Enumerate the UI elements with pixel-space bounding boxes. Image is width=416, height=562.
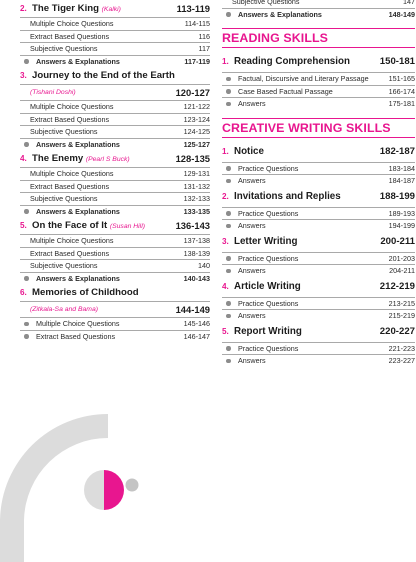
toc-chapter-article-writing[interactable] bbox=[222, 277, 415, 298]
chapter-title bbox=[234, 322, 302, 342]
entry-label: Answers bbox=[238, 356, 266, 365]
chapter-title bbox=[32, 1, 121, 18]
bullet-icon bbox=[226, 269, 231, 274]
entry-label: Multiple Choice Questions bbox=[30, 236, 114, 245]
entry-label: Subjective Questions bbox=[30, 127, 98, 136]
toc-entry-subjective-questions[interactable] bbox=[20, 126, 210, 139]
chapter-author: (Zitkala-Sa and Bama) bbox=[30, 306, 98, 313]
entry-label: Subjective Questions bbox=[232, 0, 300, 6]
entry-label: Answers bbox=[238, 176, 266, 185]
chapter-number: 2. bbox=[222, 191, 229, 201]
chapter-title-text: The Tiger King bbox=[32, 3, 99, 14]
chapter-page-range: 144-149 bbox=[175, 304, 210, 315]
toc-entry-extract-based-questions[interactable] bbox=[20, 114, 210, 127]
chapter-title bbox=[32, 68, 175, 84]
chapter-title-text: Reading Comprehension bbox=[234, 56, 350, 67]
entry-label: Answers bbox=[238, 266, 266, 275]
chapter-page-range: 200-211 bbox=[380, 235, 415, 247]
chapter-title bbox=[234, 232, 298, 252]
entry-label: Multiple Choice Questions bbox=[30, 19, 114, 28]
entry-label: Answers & Explanations bbox=[36, 273, 120, 283]
chapter-title-text: Letter Writing bbox=[234, 235, 298, 247]
chapter-page-range: 113-119 bbox=[176, 3, 210, 14]
chapter-number: 4. bbox=[20, 154, 27, 163]
toc-entry-practice-questions[interactable] bbox=[222, 343, 415, 356]
entry-label: Answers & Explanations bbox=[36, 139, 120, 149]
chapter-page-range: 128-135 bbox=[175, 153, 210, 164]
bullet-icon bbox=[24, 276, 29, 281]
bullet-icon bbox=[226, 346, 231, 351]
toc-entry-extract-based-questions[interactable] bbox=[20, 248, 210, 261]
bullet-icon bbox=[226, 12, 231, 17]
entry-page-number: 147 bbox=[403, 0, 415, 6]
toc-entry-subjective-questions[interactable] bbox=[20, 43, 210, 56]
toc-entry-subjective-questions[interactable] bbox=[222, 0, 415, 9]
chapter-page-range: 182-187 bbox=[379, 145, 415, 157]
entry-label: Subjective Questions bbox=[30, 44, 98, 53]
entry-page-number: 117-119 bbox=[184, 56, 210, 66]
entry-label: Practice Questions bbox=[238, 343, 299, 353]
toc-entry-multiple-choice-questions[interactable] bbox=[20, 168, 210, 181]
toc-entry-multiple-choice-questions[interactable] bbox=[20, 318, 210, 331]
toc-chapter-the-tiger-king[interactable] bbox=[20, 1, 210, 18]
entry-label: Multiple Choice Questions bbox=[36, 319, 120, 328]
bullet-icon bbox=[24, 59, 29, 64]
bullet-icon bbox=[24, 322, 29, 327]
entry-label: Answers bbox=[238, 99, 266, 108]
entry-label: Extract Based Questions bbox=[30, 114, 110, 124]
entry-page-number: 117 bbox=[198, 44, 210, 53]
entry-label: Case Based Factual Passage bbox=[238, 86, 333, 96]
toc-entry-subjective-questions[interactable] bbox=[20, 193, 210, 206]
bullet-icon bbox=[226, 89, 231, 94]
toc-chapter-letter-writing[interactable] bbox=[222, 232, 415, 253]
toc-chapter-the-enemy[interactable] bbox=[20, 151, 210, 168]
chapter-title-text: Memories of Childhood bbox=[32, 287, 139, 298]
toc-chapter-notice[interactable] bbox=[222, 142, 415, 163]
bullet-icon bbox=[24, 209, 29, 214]
entry-label: Extract Based Questions bbox=[30, 31, 110, 41]
entry-page-number: 189-193 bbox=[388, 208, 415, 218]
bullet-icon bbox=[226, 314, 231, 319]
toc-entry-answers-and-explanations[interactable] bbox=[222, 9, 415, 21]
chapter-author-row bbox=[20, 86, 210, 101]
entry-label: Answers & Explanations bbox=[36, 206, 120, 216]
bullet-icon bbox=[226, 102, 231, 107]
toc-chapter-memories-of-childhood[interactable] bbox=[20, 285, 210, 302]
chapter-title-text: Journey to the End of the Earth bbox=[32, 70, 175, 81]
entry-page-number: 221-223 bbox=[388, 343, 415, 353]
bullet-icon bbox=[226, 179, 231, 184]
entry-label: Subjective Questions bbox=[30, 194, 98, 203]
section-heading-creative-writing-skills: CREATIVE WRITING SKILLS bbox=[222, 118, 415, 138]
entry-page-number: 151-165 bbox=[388, 74, 415, 83]
chapter-title-text: Invitations and Replies bbox=[234, 190, 341, 202]
chapter-page-range: 136-143 bbox=[175, 220, 210, 231]
toc-chapter-on-the-face-of-it[interactable] bbox=[20, 218, 210, 235]
chapter-number: 6. bbox=[20, 288, 27, 297]
toc-left-column bbox=[20, 0, 210, 342]
entry-page-number: 123-124 bbox=[183, 114, 210, 124]
chapter-title bbox=[32, 218, 145, 235]
chapter-number: 3. bbox=[20, 71, 27, 80]
chapter-title bbox=[32, 151, 130, 168]
toc-entry-practice-questions[interactable] bbox=[222, 253, 415, 266]
entry-page-number: 145-146 bbox=[183, 319, 210, 328]
chapter-page-range: 188-199 bbox=[379, 190, 415, 202]
chapter-title bbox=[32, 285, 139, 301]
entry-label: Practice Questions bbox=[238, 208, 299, 218]
toc-entry-answers-and-explanations[interactable] bbox=[20, 273, 210, 285]
toc-entry-case-based-factual-passage[interactable] bbox=[222, 86, 415, 99]
decorative-pink-half-circle bbox=[104, 470, 124, 510]
toc-entry-answers[interactable] bbox=[222, 175, 415, 187]
entry-page-number: 116 bbox=[198, 31, 210, 41]
entry-label: Extract Based Questions bbox=[30, 248, 110, 258]
chapter-title-text: Article Writing bbox=[234, 280, 301, 292]
toc-entry-factual-discursive-and-literary-passage[interactable] bbox=[222, 73, 415, 86]
chapter-title-text: The Enemy bbox=[32, 153, 84, 164]
entry-label: Practice Questions bbox=[238, 163, 299, 173]
entry-label: Extract Based Questions bbox=[36, 331, 116, 341]
chapter-page-range: 120-127 bbox=[175, 87, 210, 98]
entry-page-number: 194-199 bbox=[388, 221, 415, 230]
decorative-gray-arc bbox=[0, 414, 108, 562]
toc-entry-answers-and-explanations[interactable] bbox=[20, 56, 210, 68]
toc-entry-answers[interactable] bbox=[222, 310, 415, 322]
entry-label: Factual, Discursive and Literary Passage bbox=[238, 74, 369, 83]
chapter-author: (Tishani Doshi) bbox=[30, 89, 76, 96]
chapter-number: 5. bbox=[20, 221, 27, 230]
bullet-icon bbox=[24, 334, 29, 339]
section-heading-reading-skills: READING SKILLS bbox=[222, 28, 415, 48]
toc-entry-extract-based-questions[interactable] bbox=[20, 181, 210, 194]
toc-entry-subjective-questions[interactable] bbox=[20, 260, 210, 273]
toc-entry-extract-based-questions[interactable] bbox=[20, 331, 210, 343]
toc-chapter-report-writing[interactable] bbox=[222, 322, 415, 343]
chapter-title-text: Notice bbox=[234, 145, 264, 157]
toc-right-column bbox=[222, 0, 415, 367]
chapter-number: 3. bbox=[222, 236, 229, 246]
chapter-title bbox=[234, 187, 341, 207]
entry-page-number: 146-147 bbox=[183, 331, 210, 341]
toc-entry-multiple-choice-questions[interactable] bbox=[20, 101, 210, 114]
chapter-author-row bbox=[20, 303, 210, 318]
entry-page-number: 140-143 bbox=[183, 273, 210, 283]
entry-page-number: 223-227 bbox=[388, 356, 415, 365]
entry-label: Practice Questions bbox=[238, 253, 299, 263]
toc-entry-practice-questions[interactable] bbox=[222, 208, 415, 221]
bullet-icon bbox=[226, 359, 231, 364]
chapter-title-text: Report Writing bbox=[234, 325, 302, 337]
entry-label: Answers & Explanations bbox=[238, 9, 322, 19]
entry-page-number: 114-115 bbox=[184, 19, 210, 28]
entry-label: Practice Questions bbox=[238, 298, 299, 308]
entry-label: Answers bbox=[238, 311, 266, 320]
entry-page-number: 148-149 bbox=[388, 9, 415, 19]
decorative-gray-half-circle bbox=[84, 470, 104, 510]
chapter-number: 1. bbox=[222, 57, 229, 66]
entry-page-number: 183-184 bbox=[388, 163, 415, 173]
entry-label: Multiple Choice Questions bbox=[30, 169, 114, 178]
entry-page-number: 166-174 bbox=[388, 86, 415, 96]
toc-entry-answers[interactable] bbox=[222, 265, 415, 277]
bullet-icon bbox=[226, 166, 231, 171]
entry-page-number: 129-131 bbox=[183, 169, 210, 178]
chapter-page-range: 150-181 bbox=[379, 56, 415, 67]
entry-label: Extract Based Questions bbox=[30, 181, 110, 191]
toc-entry-answers-and-explanations[interactable] bbox=[20, 206, 210, 218]
toc-chapter-journey-to-the-end-of-the-earth[interactable] bbox=[20, 68, 210, 85]
chapter-author: (Susan Hill) bbox=[109, 223, 145, 230]
entry-page-number: 121-122 bbox=[183, 102, 210, 111]
chapter-number: 5. bbox=[222, 326, 229, 336]
bullet-icon bbox=[226, 301, 231, 306]
entry-page-number: 204-211 bbox=[389, 266, 415, 275]
chapter-page-range: 212-219 bbox=[379, 280, 415, 292]
toc-entry-answers-and-explanations[interactable] bbox=[20, 139, 210, 151]
bullet-icon bbox=[226, 77, 231, 82]
toc-entry-practice-questions[interactable] bbox=[222, 163, 415, 176]
chapter-title-text: On the Face of It bbox=[32, 220, 108, 231]
chapter-number: 1. bbox=[222, 146, 229, 156]
entry-page-number: 201-203 bbox=[388, 253, 415, 263]
entry-page-number: 132-133 bbox=[183, 194, 210, 203]
toc-entry-extract-based-questions[interactable] bbox=[20, 31, 210, 44]
chapter-title bbox=[234, 52, 350, 72]
chapter-number: 2. bbox=[20, 4, 27, 13]
entry-label: Multiple Choice Questions bbox=[30, 102, 114, 111]
chapter-author: (Pearl S Buck) bbox=[85, 156, 130, 163]
entry-page-number: 124-125 bbox=[183, 127, 210, 136]
entry-page-number: 125-127 bbox=[183, 139, 210, 149]
toc-chapter-reading-comprehension[interactable] bbox=[222, 52, 415, 73]
entry-label: Answers & Explanations bbox=[36, 56, 120, 66]
toc-entry-multiple-choice-questions[interactable] bbox=[20, 18, 210, 31]
entry-page-number: 138-139 bbox=[183, 248, 210, 258]
chapter-number: 4. bbox=[222, 281, 229, 291]
chapter-author: (Kalki) bbox=[101, 6, 121, 13]
chapter-page-range: 220-227 bbox=[379, 325, 415, 337]
entry-page-number: 131-132 bbox=[183, 181, 210, 191]
bullet-icon bbox=[226, 256, 231, 261]
entry-label: Answers bbox=[238, 221, 266, 230]
toc-entry-answers[interactable] bbox=[222, 220, 415, 232]
toc-chapter-invitations-and-replies[interactable] bbox=[222, 187, 415, 208]
chapter-title bbox=[234, 277, 301, 297]
toc-entry-multiple-choice-questions[interactable] bbox=[20, 235, 210, 248]
entry-label: Subjective Questions bbox=[30, 261, 98, 270]
chapter-title bbox=[234, 142, 264, 162]
bullet-icon bbox=[226, 224, 231, 229]
bullet-icon bbox=[226, 211, 231, 216]
entry-page-number: 140 bbox=[198, 261, 210, 270]
entry-page-number: 137-138 bbox=[183, 236, 210, 245]
bullet-icon bbox=[24, 142, 29, 147]
entry-page-number: 215-219 bbox=[388, 311, 415, 320]
toc-entry-answers[interactable] bbox=[222, 98, 415, 110]
entry-page-number: 133-135 bbox=[183, 206, 210, 216]
entry-page-number: 175-181 bbox=[388, 99, 415, 108]
entry-page-number: 184-187 bbox=[388, 176, 415, 185]
entry-page-number: 213-215 bbox=[388, 298, 415, 308]
toc-entry-practice-questions[interactable] bbox=[222, 298, 415, 311]
decorative-gray-dot bbox=[126, 479, 139, 492]
toc-entry-answers[interactable] bbox=[222, 355, 415, 367]
